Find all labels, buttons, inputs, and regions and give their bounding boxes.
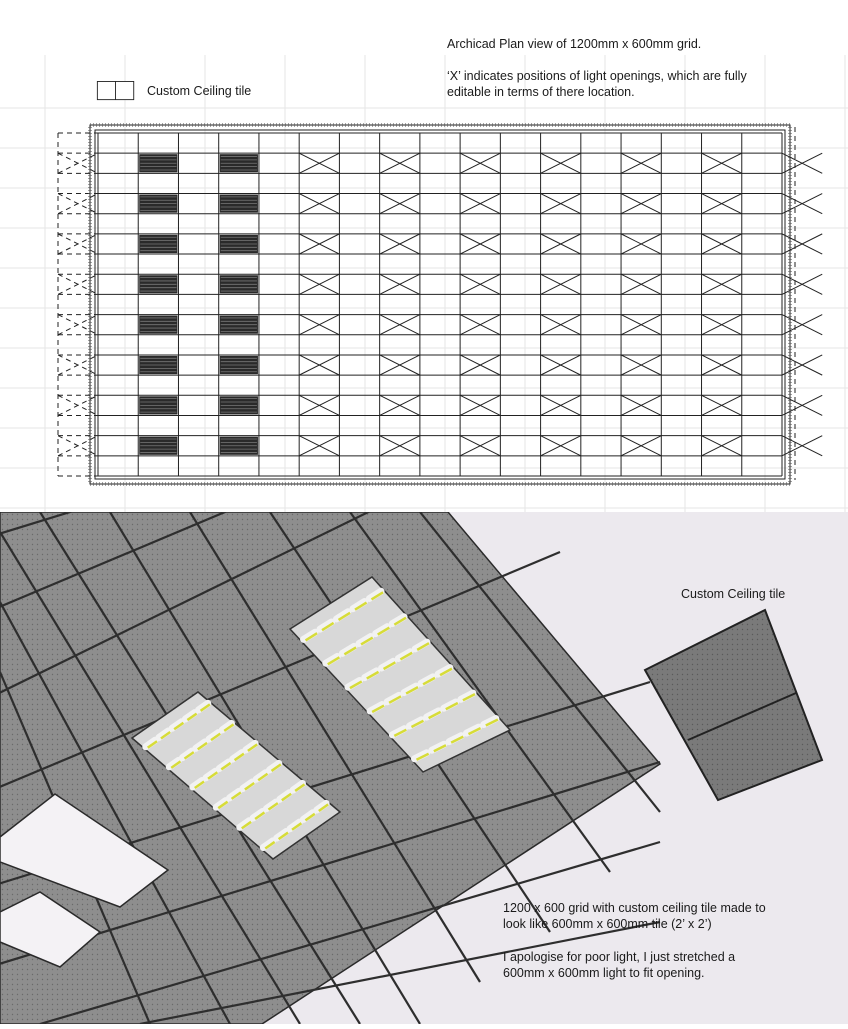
caption-line3: I apologise for poor light, I just stretched a <box>503 950 736 964</box>
plan-light-fittings <box>139 154 258 455</box>
caption-line1: 1200 x 600 grid with custom ceiling tile made to <box>503 901 766 915</box>
render-view <box>0 512 848 1024</box>
custom-tile-label: Custom Ceiling tile <box>681 587 786 601</box>
custom-tile-sample <box>645 610 822 800</box>
legend-label: Custom Ceiling tile <box>147 84 252 98</box>
plan-note-line1: ‘X’ indicates positions of light openings, which are fully <box>447 69 747 83</box>
caption-line4: 600mm x 600mm light to fit opening. <box>503 966 705 980</box>
plan-title: Archicad Plan view of 1200mm x 600mm grid. <box>447 37 702 51</box>
caption-line2: look like 600mm x 600mm tile (2’ x 2’) <box>503 917 712 931</box>
plan-note-line2: editable in terms of there location. <box>447 85 635 99</box>
ceiling-plane <box>0 512 660 1024</box>
light-openings <box>299 153 848 456</box>
plan-view <box>0 0 848 512</box>
ceiling-tile-grid <box>98 133 782 476</box>
legend-tile-icon <box>96 81 136 101</box>
